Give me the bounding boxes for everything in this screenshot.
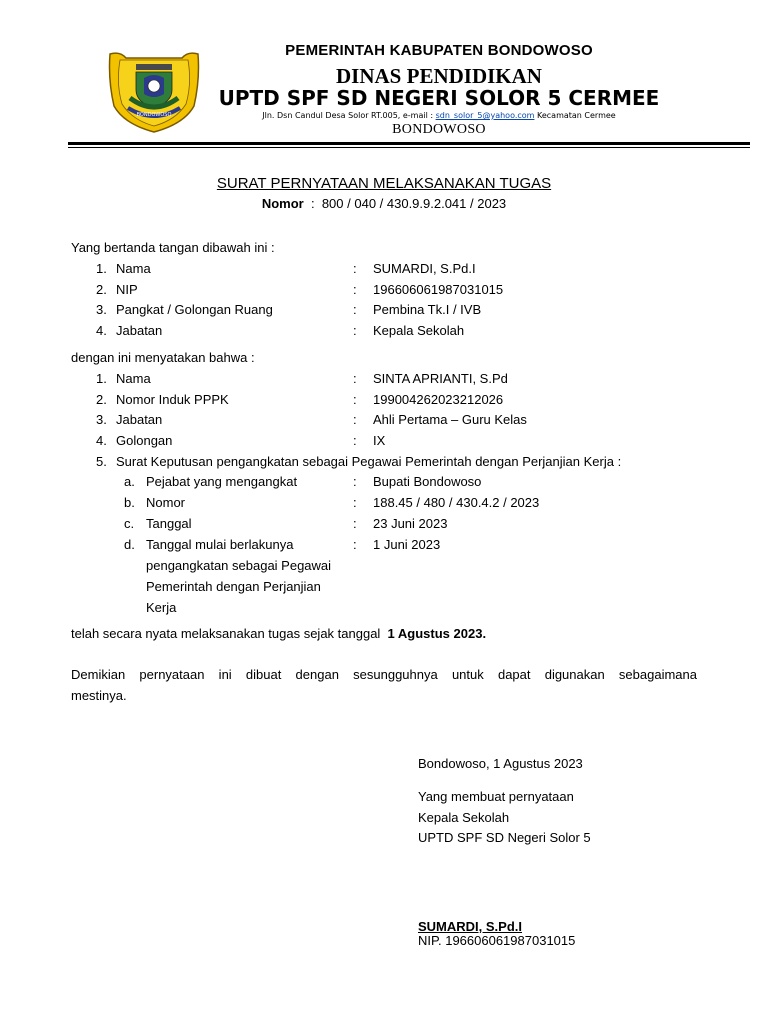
field-value: SINTA APRIANTI, S.Pd	[373, 371, 508, 386]
field-label: NIP	[116, 282, 138, 297]
email-link[interactable]: sdn_solor_5@yahoo.com	[435, 111, 535, 120]
field-label-continued: Kerja	[146, 600, 177, 615]
sub-letter: c.	[124, 516, 135, 531]
signer-institution: UPTD SPF SD Negeri Solor 5	[418, 830, 591, 845]
field-colon: :	[353, 323, 357, 338]
list-number: 4.	[96, 433, 107, 448]
field-colon: :	[353, 495, 357, 510]
closing-paragraph-line2: mestinya.	[71, 688, 127, 703]
letterhead-city: BONDOWOSO	[392, 122, 486, 137]
field-colon: :	[353, 282, 357, 297]
list-number: 4.	[96, 323, 107, 338]
field-label: Nomor	[146, 495, 186, 510]
list-number: 5.	[96, 454, 107, 469]
sk-heading: Surat Keputusan pengangkatan sebagai Pegawai Pemerintah dengan Perjanjian Kerja :	[116, 454, 622, 469]
field-value: IX	[373, 433, 386, 448]
address-text: Jln. Dsn Candul Desa Solor RT.005, e-mail :	[262, 111, 436, 120]
field-value: 188.45 / 480 / 430.4.2 / 2023	[373, 495, 540, 510]
signer-position: Kepala Sekolah	[418, 810, 510, 825]
field-value: Bupati Bondowoso	[373, 474, 482, 489]
intro-statement: dengan ini menyatakan bahwa :	[71, 350, 255, 365]
number-value: 800 / 040 / 430.9.9.2.041 / 2023	[321, 196, 507, 211]
signer-nip: NIP. 196606061987031015	[418, 933, 576, 948]
letterhead-department: DINAS PENDIDIKAN	[336, 64, 542, 88]
field-value: 196606061987031015	[373, 282, 504, 297]
sub-letter: a.	[124, 474, 135, 489]
field-colon: :	[353, 392, 357, 407]
field-value: 23 Juni 2023	[373, 516, 448, 531]
field-label-continued: pengangkatan sebagai Pegawai	[146, 558, 332, 573]
field-colon: :	[353, 474, 357, 489]
signer-role: Yang membuat pernyataan	[418, 789, 574, 804]
statement-text: telah secara nyata melaksanakan tugas sejak tanggal	[71, 626, 381, 641]
letterhead-rule-thin	[68, 147, 750, 148]
number-label: Nomor	[261, 196, 304, 211]
statement-date: 1 Agustus 2023.	[387, 626, 487, 641]
document-number	[0, 196, 768, 211]
field-value: Ahli Pertama – Guru Kelas	[373, 412, 527, 427]
field-colon: :	[353, 371, 357, 386]
field-label: Jabatan	[116, 323, 163, 338]
sub-letter: d.	[124, 537, 135, 552]
address-district: Kecamatan Cermee	[534, 111, 616, 120]
field-value: Kepala Sekolah	[373, 323, 465, 338]
svg-text:BONDOWOSO: BONDOWOSO	[136, 112, 172, 118]
field-label: Nomor Induk PPPK	[116, 392, 229, 407]
field-colon: :	[353, 433, 357, 448]
list-number: 2.	[96, 282, 107, 297]
list-number: 1.	[96, 371, 107, 386]
field-label: Jabatan	[116, 412, 163, 427]
field-value: 199004262023212026	[373, 392, 504, 407]
field-value: SUMARDI, S.Pd.I	[373, 261, 476, 276]
field-colon: :	[353, 516, 357, 531]
statement-line	[71, 626, 486, 641]
list-number: 3.	[96, 302, 107, 317]
field-value: 1 Juni 2023	[373, 537, 441, 552]
letterhead-rule-thick	[68, 142, 750, 145]
field-colon: :	[353, 412, 357, 427]
field-value: Pembina Tk.I / IVB	[373, 302, 482, 317]
letterhead-school-name: UPTD SPF SD NEGERI SOLOR 5 CERMEE	[218, 86, 660, 110]
list-number: 1.	[96, 261, 107, 276]
field-label: Tanggal mulai berlakunya	[146, 537, 294, 552]
field-colon: :	[353, 261, 357, 276]
closing-paragraph-line1: Demikian pernyataan ini dibuat dengan sesungguhnya untuk dapat digunakan sebagaimana	[71, 667, 697, 682]
letterhead-address	[0, 111, 768, 120]
signer-name: SUMARDI, S.Pd.I	[418, 919, 523, 934]
field-label: Tanggal	[146, 516, 192, 531]
field-label: Pejabat yang mengangkat	[146, 474, 298, 489]
list-number: 3.	[96, 412, 107, 427]
field-label: Nama	[116, 371, 151, 386]
field-colon: :	[353, 302, 357, 317]
field-label: Nama	[116, 261, 151, 276]
intro-signer: Yang bertanda tangan dibawah ini :	[71, 240, 275, 255]
number-sep: :	[310, 196, 315, 211]
list-number: 2.	[96, 392, 107, 407]
place-date: Bondowoso, 1 Agustus 2023	[418, 756, 583, 771]
field-colon: :	[353, 537, 357, 552]
field-label: Pangkat / Golongan Ruang	[116, 302, 273, 317]
document-title: SURAT PERNYATAAN MELAKSANAKAN TUGAS	[216, 175, 552, 192]
letterhead-government: PEMERINTAH KABUPATEN BONDOWOSO	[285, 42, 593, 59]
field-label: Golongan	[116, 433, 173, 448]
field-label-continued: Pemerintah dengan Perjanjian	[146, 579, 321, 594]
sub-letter: b.	[124, 495, 135, 510]
